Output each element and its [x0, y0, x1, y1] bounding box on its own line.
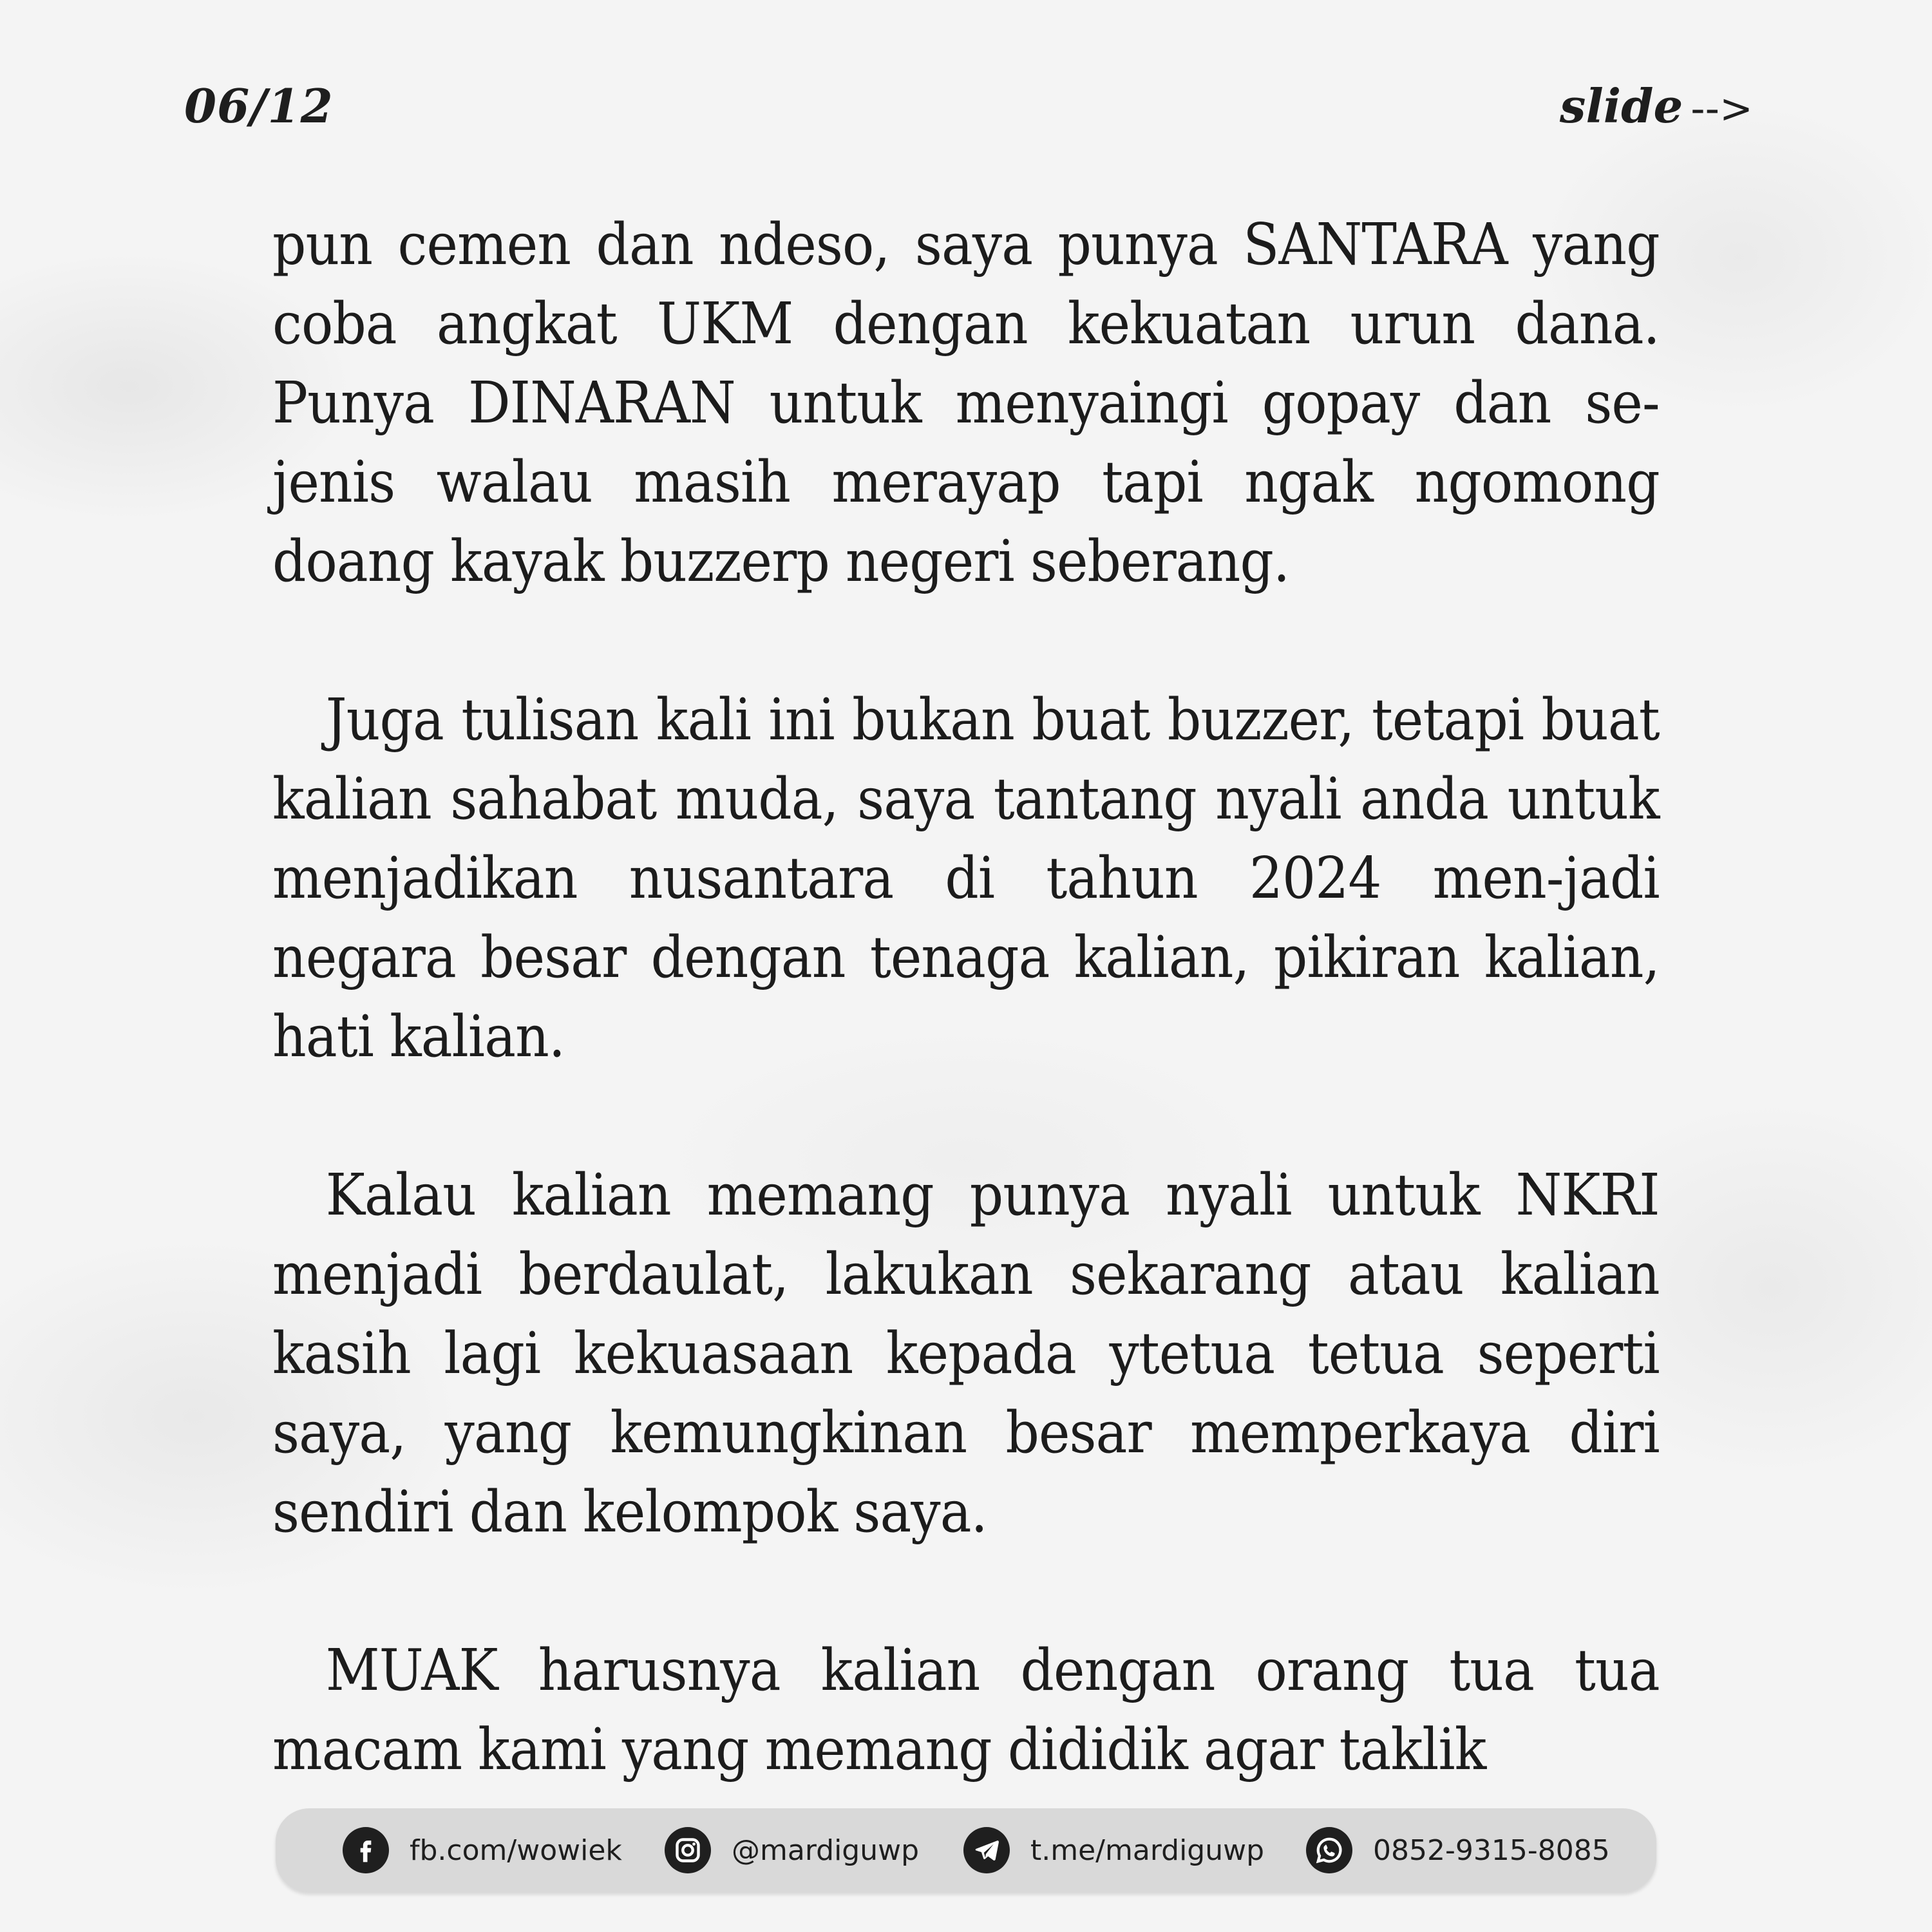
paragraph: Juga tulisan kali ini bukan buat buzzer, tetapi buat kalian sahabat muda, saya tantang nyali anda untuk menjadikan nusantara di tahun 2024 men-jadi negara besar dengan tenaga kalian, pikiran kalian, hati kalian. [272, 686, 1660, 1070]
social-contact-bar [276, 1808, 1656, 1892]
instagram-handle: @mardiguwp [732, 1833, 920, 1867]
slide-hint [1560, 79, 1753, 133]
telegram-icon [963, 1827, 1010, 1873]
arrow-right-icon: --> [1690, 85, 1753, 132]
whatsapp-number: 0852-9315-8085 [1373, 1833, 1610, 1867]
social-facebook[interactable] [343, 1808, 622, 1892]
social-instagram[interactable] [665, 1808, 919, 1892]
instagram-icon [665, 1827, 711, 1873]
facebook-icon [343, 1827, 389, 1873]
article-body [272, 205, 1660, 1868]
whatsapp-icon [1306, 1827, 1352, 1873]
slide-hint-label: slide [1559, 79, 1683, 133]
social-telegram[interactable] [963, 1808, 1264, 1892]
telegram-handle: t.me/mardiguwp [1030, 1833, 1265, 1867]
social-whatsapp[interactable] [1306, 1808, 1610, 1892]
facebook-handle: fb.com/wowiek [410, 1833, 622, 1867]
page-counter: 06/12 [184, 79, 334, 133]
paragraph: pun cemen dan ndeso, saya punya SANTARA yang coba angkat UKM dengan kekuatan urun dana. Punya DINARAN untuk menyaingi gopay dan se-jenis walau masih merayap tapi ngak ngomong doang kayak buzzerp negeri seberang. [272, 211, 1660, 594]
paragraph: Kalau kalian memang punya nyali untuk NKRI menjadi berdaulat, lakukan sekarang atau kalian kasih lagi kekuasaan kepada ytetua tetua seperti saya, yang kemungkinan besar memperkaya diri sendiri dan kelompok saya. [272, 1161, 1660, 1545]
paragraph: MUAK harusnya kalian dengan orang tua tua macam kami yang memang dididik agar taklik [272, 1636, 1660, 1783]
